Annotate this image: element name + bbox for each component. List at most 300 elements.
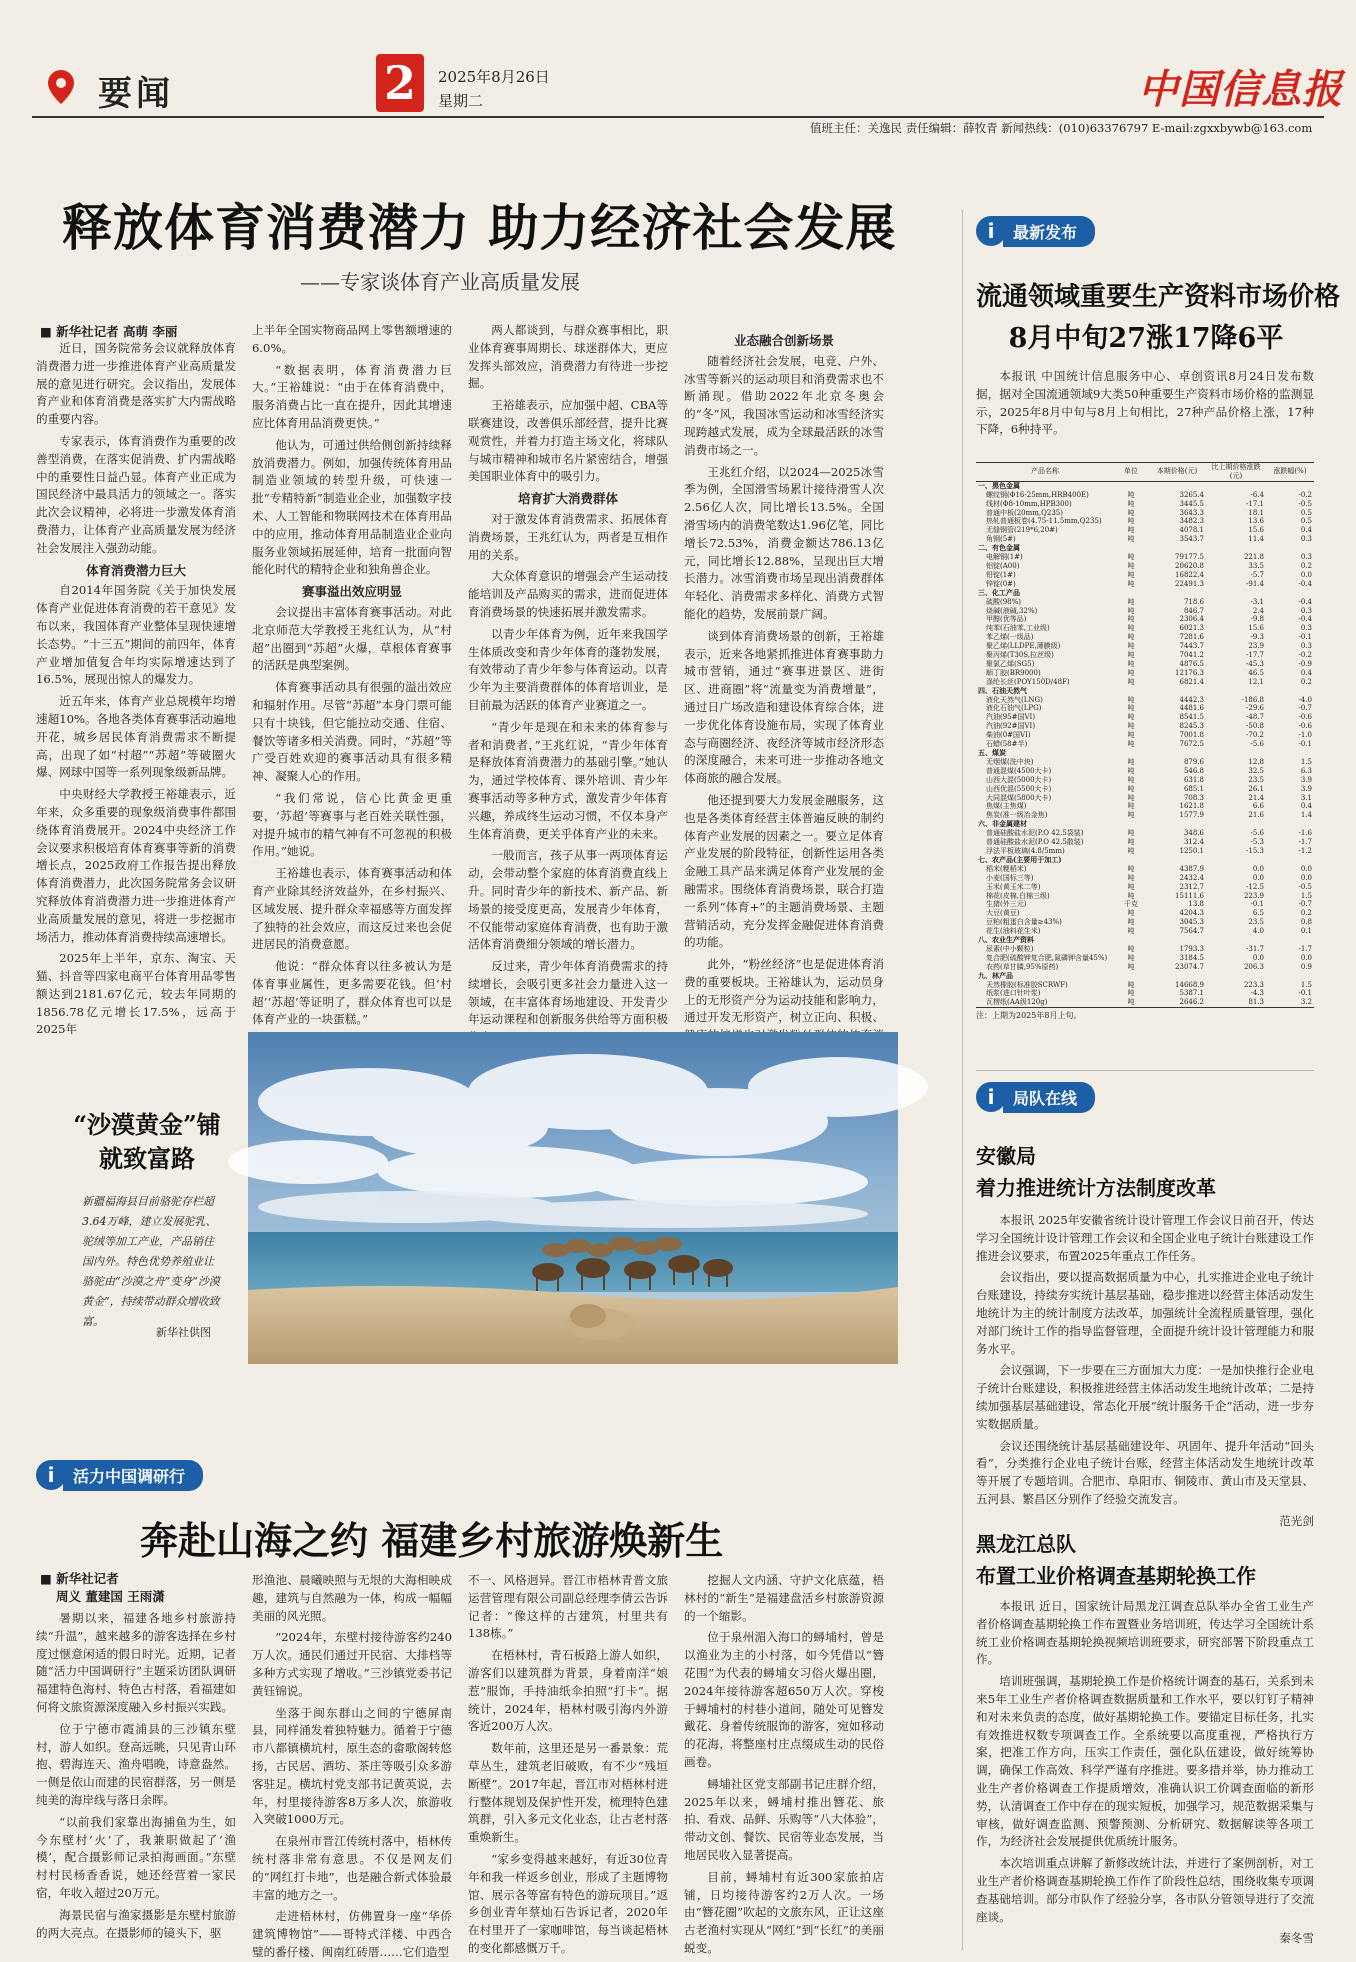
table-cell [1114, 972, 1148, 981]
table-cell: 吨 [1127, 499, 1135, 508]
table-row [976, 598, 1314, 607]
table-cell: 聚丙烯(T30S,拉丝级) [986, 651, 1054, 660]
table-cell: 3643.3 [1179, 508, 1204, 517]
table-cell: 甲醇(优等品) [986, 615, 1027, 624]
table-cell: -4.0 [1298, 695, 1312, 704]
table-cell: 4876.5 [1179, 659, 1204, 668]
table-cell: -6.4 [1250, 490, 1264, 499]
issue-weekday: 星期二 [438, 92, 484, 110]
section-tag-label: 活力中国调研行 [63, 1460, 203, 1491]
table-cell: 0.5 [1300, 508, 1312, 517]
table-cell [1266, 936, 1314, 945]
table-cell: -45.3 [1246, 659, 1264, 668]
table-cell: -0.5 [1298, 882, 1312, 891]
table-cell: 6821.4 [1179, 677, 1204, 686]
table-cell: 稻米(粳稻米) [986, 864, 1027, 873]
table-cell: 0.3 [1300, 553, 1312, 562]
table-cell: 线材(Φ8-10mm,HPB300) [986, 499, 1072, 508]
table-cell: 吨 [1127, 998, 1135, 1007]
table-cell: 吨 [1127, 864, 1135, 873]
page-number-badge [376, 54, 424, 112]
table-cell: 0.3 [1300, 624, 1312, 633]
table-cell: 铅锭(1#) [986, 570, 1016, 579]
table-row [976, 571, 1314, 580]
table-cell [1206, 972, 1266, 981]
table-category-row [976, 749, 1314, 758]
table-cell: 718.6 [1183, 597, 1204, 606]
table-cell [1148, 820, 1206, 829]
table-cell: 吨 [1127, 882, 1135, 891]
table-cell: 3.1 [1300, 793, 1312, 802]
table-cell: 879.6 [1183, 757, 1204, 766]
table-cell: 223.3 [1243, 980, 1264, 989]
paragraph: 中央财经大学教授王裕雄表示，近年来，众多重要的现象级消费事件都围绕体育消费展开。2024中央经济工作会议要求积极培育体育赛事等新的消费增长点，2025政府工作报告提出释放体育消费潜力，此次国务院常务会议研究释放体育消费潜力进一步推进体育产业高质量发展的意见，将进一步挖掘市场活力，推动体育消费持续高速增长。 [36, 787, 236, 944]
issue-date: 2025年8月26日 [438, 68, 550, 86]
table-cell: 0.0 [1300, 953, 1312, 962]
table-row [976, 838, 1314, 847]
price-table-body [976, 481, 1314, 1007]
table-cell: 3445.5 [1179, 499, 1204, 508]
release-lead: 本报讯 中国统计信息服务中心、卓创资讯8月24日发布数据，据对全国流通领域9大类50种重要生产资料市场价格的监测显示，2025年8月中旬与8月上旬相比，27种产品价格上涨，17种下降，6种持平。 [976, 369, 1314, 437]
section-tag-vitality-china [36, 1458, 203, 1492]
table-cell [1148, 749, 1206, 758]
table-row [976, 562, 1314, 571]
hlj-headline [976, 1528, 1256, 1592]
table-cell: 3045.3 [1179, 918, 1204, 927]
table-cell [1114, 820, 1148, 829]
table-cell: 吨 [1127, 579, 1135, 588]
subheading: 业态融合创新场景 [733, 333, 834, 348]
table-cell: 7564.7 [1179, 927, 1204, 936]
paragraph: 位于宁德市霞浦县的三沙镇东壁村，游人如织。登高远眺，只见青山环抱、碧海连天、渔舟唱晚，诗意盎然。一侧是依山而建的民宿群落，另一侧是纯美的海岸线与落日余晖。 [36, 1721, 236, 1807]
table-row [976, 758, 1314, 767]
table-cell: 0.0 [1300, 864, 1312, 873]
table-cell: 0.3 [1300, 606, 1312, 615]
paragraph: 2025年上半年，京东、淘宝、天猫、抖音等四家电商平台体育用品零售额达到2181.67亿元，较去年同期的1856.78亿元增长17.5%，远高于2025年 [36, 951, 236, 1037]
table-cell: 螺纹钢(Φ16-25mm,HRB400E) [986, 490, 1089, 499]
paragraph: “我们常说，信心比黄金更重要，‘苏超’等赛事与老百姓关联性强，对提升城市的精气神有不可忽视的积极作用。”她说。 [252, 790, 452, 859]
paragraph: 数年前，这里还是另一番景象：荒草丛生，建筑老旧破败，有不少“残垣断壁”。2017年起，晋江市对梧林村进行整体规划及保护性开发，梳理特色建筑群，引入多元文化业态，让古老村落重焕新生。 [468, 1741, 668, 1845]
table-cell [1148, 972, 1206, 981]
table-cell: 电解铜(1#) [986, 553, 1023, 562]
table-cell: 6.3 [1300, 766, 1312, 775]
table-cell: 5387.1 [1179, 989, 1204, 998]
section-label: 要闻 [98, 74, 174, 114]
masthead [0, 0, 1356, 135]
table-cell: 0.0 [1300, 570, 1312, 579]
table-row [976, 500, 1314, 509]
table-cell [1148, 544, 1206, 553]
table-cell: -15.3 [1246, 846, 1264, 855]
table-cell: 吨 [1127, 570, 1135, 579]
table-cell: -1.2 [1298, 846, 1312, 855]
table-cell [1148, 687, 1206, 696]
table-cell: 大同混煤(5800大卡) [986, 793, 1052, 802]
release-headline-line-1: 流通领域重要生产资料市场价格 [976, 282, 1341, 312]
paragraph: 形渔池、晨曦映照与无垠的大海相映成趣，建筑与自然融为一体，构成一幅幅美丽的风光照。 [252, 1573, 452, 1623]
table-cell: 846.7 [1183, 606, 1204, 615]
table-row [976, 580, 1314, 589]
table-cell: 8541.5 [1179, 713, 1204, 722]
table-cell: -70.2 [1246, 731, 1264, 740]
table-cell: 15.6 [1248, 526, 1264, 535]
paragraph: 会议提出丰富体育赛事活动。对此北京师范大学教授王兆红认为，从“村超”出圈到“苏超”火爆，草根体育赛事的活跃是典型案例。 [252, 604, 452, 673]
table-cell: 六、非金属建材 [978, 819, 1027, 829]
byline: ■ 新华社记者 高萌 李丽 [40, 324, 178, 339]
table-cell: -186.8 [1241, 695, 1264, 704]
table-cell: 12.8 [1248, 757, 1264, 766]
paragraph: 本次培训重点讲解了新修改统计法，并进行了案例剖析，对工业生产者价格调查基期轮换工作作了阶段性总结，围绕收集专项调查基础培训。部分市队作了经验分享，各市队分管领导进行了交流座谈。 [976, 1856, 1314, 1924]
table-cell: 吨 [1127, 811, 1135, 820]
table-cell: 吨 [1127, 953, 1135, 962]
table-row [976, 900, 1314, 909]
table-cell: -0.1 [1250, 900, 1264, 909]
table-row [976, 954, 1314, 963]
table-cell: 0.3 [1300, 642, 1312, 651]
section-tag-label: 最新发布 [1003, 216, 1095, 247]
table-row [976, 767, 1314, 776]
table-cell: -17.7 [1246, 651, 1264, 660]
table-row [976, 785, 1314, 794]
table-cell: 1.5 [1300, 757, 1312, 766]
table-row [976, 491, 1314, 500]
table-cell: 吨 [1127, 757, 1135, 766]
table-cell [1206, 481, 1266, 490]
table-cell: 豆粕(粗蛋白含量≥43%) [986, 918, 1062, 927]
table-cell: 吨 [1127, 615, 1135, 624]
table-cell: 12.1 [1248, 677, 1264, 686]
table-cell: -3.1 [1250, 597, 1264, 606]
table-cell: 546.8 [1183, 766, 1204, 775]
hlj-body [976, 1598, 1314, 1950]
table-cell: -50.8 [1246, 722, 1264, 731]
table-cell: 8245.3 [1179, 722, 1204, 731]
table-cell: 1.5 [1300, 980, 1312, 989]
table-cell: -9.8 [1250, 615, 1264, 624]
table-cell [1114, 856, 1148, 865]
main-article-col-2 [252, 322, 452, 1027]
table-cell: 棉花(皮棉,白棉三级) [986, 891, 1050, 900]
paragraph: 走进梧林村，仿佛置身一座“华侨建筑博物馆”——哥特式洋楼、中西合璧的番仔楼、闽南红砖厝……它们造型 [252, 1909, 452, 1959]
anhui-headline-line-1: 安徽局 [976, 1144, 1036, 1168]
table-cell: 1250.1 [1179, 846, 1204, 855]
table-row [976, 615, 1314, 624]
table-cell: -12.5 [1246, 882, 1264, 891]
subheading: 体育消费潜力巨大 [85, 562, 186, 578]
table-cell: -9.3 [1250, 633, 1264, 642]
paragraph: 一般而言，孩子从事一两项体育运动，会带动整个家庭的体育消费直线上升。同时青少年的新技术、新产品、新场景的接受度更高，发展青少年体育，不仅能带动家庭体育消费，也有助于激活体育消费细分领域的增长潜力。 [468, 848, 668, 952]
table-cell: -31.7 [1246, 944, 1264, 953]
main-headline: 释放体育消费潜力 助力经济社会发展 [62, 198, 897, 257]
table-cell: 7281.6 [1179, 633, 1204, 642]
table-cell: 0.2 [1300, 909, 1312, 918]
table-cell: -0.2 [1298, 651, 1312, 660]
paragraph: 大众体育意识的增强会产生运动技能培训及产品购买的需求，进而促进体育消费场景的快速拓展并激发需求。 [468, 569, 668, 619]
table-cell: 7001.8 [1179, 731, 1204, 740]
section-tag-bureau-online [976, 1080, 1095, 1114]
table-row [976, 740, 1314, 749]
table-cell: 柴油(0#国VI) [986, 731, 1031, 740]
table-cell: 玉米(黄玉米二等) [986, 882, 1041, 891]
table-cell [1148, 481, 1206, 490]
author: 秦冬雪 [1279, 1931, 1314, 1946]
table-cell: -0.5 [1298, 499, 1312, 508]
desert-camels-photo [248, 1032, 898, 1364]
byline-reporters: 周义 董建国 王雨潇 [56, 1589, 165, 1604]
paragraph: 体育赛事活动具有很强的溢出效应和辐射作用。尽管“苏超”本身门票可能只有十块钱，但它能拉动交通、住宿、餐饮等诸多相关消费。同时，“苏超”等广受百姓欢迎的赛事活动具有很多精神、凝聚人心的作用。 [252, 680, 452, 784]
paragraph: 目前，蟳埔村有近300家旅拍店铺，日均接待游客约2万人次。一场由“簪花圈”吹起的文旅东风，正让这座古老渔村实现从“网红”到“长红”的美丽蜕变。 [684, 1869, 884, 1955]
table-cell: 吨 [1127, 873, 1135, 882]
table-cell [1114, 544, 1148, 553]
table-cell: -5.3 [1250, 838, 1264, 847]
table-cell: 吨 [1127, 918, 1135, 927]
table-cell: 0.9 [1300, 962, 1312, 971]
table-row [976, 633, 1314, 642]
paragraph: 近五年来，体育产业总规模年均增速超10%。各地各类体育赛事活动遍地开花，城乡居民体育消费需求不断提高，出现了如“村超”“苏超”等破圈火爆、网球中国等一系列现象级新品牌。 [36, 694, 236, 780]
table-cell: 吨 [1127, 526, 1135, 535]
table-cell [1114, 481, 1148, 490]
table-cell [1148, 589, 1206, 598]
table-cell: 天然橡胶(标准胶SCRWF) [986, 980, 1068, 989]
table-cell: 吨 [1127, 838, 1135, 847]
table-cell: 吨 [1127, 793, 1135, 802]
table-cell: 农药(草甘膦,95%原药) [986, 962, 1059, 971]
table-cell: 221.8 [1243, 553, 1264, 562]
table-row [976, 874, 1314, 883]
table-cell: 0.4 [1300, 668, 1312, 677]
table-cell: 顺丁胶(BR9000) [986, 668, 1041, 677]
paragraph: 以青少年体育为例，近年来我国学生体质改变和青少年体育的蓬勃发展，有效带动了青少年参与体育运动。以青少年为主要消费群体的体育培训业，是目前最为活跃的体育产业赛道之一。 [468, 626, 668, 712]
table-cell: -0.4 [1298, 615, 1312, 624]
table-row [976, 624, 1314, 633]
paragraph: 蟳埔社区党支部副书记庄群介绍，2025年以来，蟳埔村推出簪花、旅拍、看戏、品鲜、乐购等“八大体验”，带动文创、餐饮、民宿等业态发展，当地居民收入显著提高。 [684, 1776, 884, 1862]
table-header-row [976, 463, 1314, 482]
table-cell: 32.5 [1248, 766, 1264, 775]
column-header: 产品名称 [1031, 467, 1059, 476]
hlj-headline-line-1: 黑龙江总队 [976, 1532, 1076, 1556]
table-cell: 吨 [1127, 766, 1135, 775]
paragraph: 他说：“群众体育以往多被认为是体育事业属性，更多需要花钱。但‘村超’‘苏超’等证明了，群众体育也可以是体育产业的一块蛋糕。” [252, 959, 452, 1027]
table-cell: 1621.8 [1179, 802, 1204, 811]
table-cell: 2312.7 [1179, 882, 1204, 891]
table-cell [1114, 589, 1148, 598]
table-cell: 苯乙烯(一级品) [986, 633, 1034, 642]
paragraph: 对于激发体育消费需求、拓展体育消费场景，王兆红认为，两者是互相作用的关系。 [468, 511, 668, 562]
column-header: 单位 [1124, 467, 1138, 476]
table-cell: 20620.8 [1175, 561, 1204, 570]
right-column-divider [962, 210, 963, 1950]
table-cell: -5.7 [1250, 570, 1264, 579]
table-cell: 吨 [1127, 624, 1135, 633]
table-cell: 1793.3 [1179, 944, 1204, 953]
table-cell: 聚乙烯(LLDPE,薄膜级) [986, 642, 1061, 651]
table-cell: 4387.9 [1179, 864, 1204, 873]
table-category-row [976, 687, 1314, 696]
table-note: 注：上期为2025年8月上旬。 [976, 1011, 1082, 1021]
paragraph: 暑期以来，福建各地乡村旅游持续“升温”，越来越多的游客选择在乡村度过惬意闲适的假日时光。近期，记者随“活力中国调研行”主题采访团队调研福建特色海村、特色古村落，看福建如何将文旅资源深度融入乡村振兴实践。 [36, 1611, 236, 1714]
table-cell: 223.9 [1243, 891, 1264, 900]
table-cell: 花生(油料花生米) [986, 927, 1041, 936]
table-cell: 一、黑色金属 [978, 480, 1020, 490]
table-cell: 吨 [1127, 633, 1135, 642]
table-cell: 九、林产品 [978, 970, 1013, 980]
table-cell: 22491.3 [1175, 579, 1204, 588]
table-cell: 吨 [1127, 535, 1135, 544]
table-cell [1266, 544, 1314, 553]
table-row [976, 945, 1314, 954]
table-cell: -0.6 [1298, 722, 1312, 731]
table-cell: 4204.3 [1179, 909, 1204, 918]
table-cell: 普通硅酸盐水泥(P.O 42.5袋装) [986, 829, 1084, 838]
table-cell: 6.5 [1252, 909, 1264, 918]
table-cell: -5.6 [1250, 829, 1264, 838]
table-cell: 山西大混(5000大卡) [986, 775, 1052, 784]
paragraph: 位于泉州湄入海口的蟳埔村，曾是以渔业为主的小村落，如今凭借以“簪花围”为代表的蟳埔女习俗火爆出圈，2024年接待游客超650万人次。穿梭于蟳埔村的村巷小道间，随处可见簪发戴花、身着传统服饰的游客，宛如移动的花海，将整座村庄点缀成生动的民俗画卷。 [684, 1630, 884, 1769]
photo-block [36, 1032, 906, 1364]
paragraph: 王裕雄表示，应加强中超、CBA等联赛建设，改善俱乐部经营，提升比赛观赏性，并着力打造主场文化，将球队与城市精神和城市名片紧密结合，增强美国职业体育中的吸引力。 [468, 398, 668, 484]
table-cell: 708.3 [1183, 793, 1204, 802]
info-logo-icon: i [976, 216, 1006, 246]
table-row [976, 918, 1314, 927]
table-row [976, 651, 1314, 660]
table-row [976, 660, 1314, 669]
table-cell: 吨 [1127, 490, 1135, 499]
table-row [976, 722, 1314, 731]
table-cell [1206, 589, 1266, 598]
table-row [976, 607, 1314, 616]
table-cell: 三、化工产品 [978, 587, 1020, 597]
subheading: 赛事溢出效应明显 [301, 584, 402, 600]
table-cell: 涤纶长丝(POY150D/48F) [986, 677, 1070, 686]
table-category-row [976, 481, 1314, 490]
paragraph: “数据表明，体育消费潜力巨大。”王裕雄说：“由于在体育消费中，服务消费占比一直在提升，因此其增速应比体育用品消费更快。” [252, 362, 452, 430]
paragraph: 在泉州市晋江传统村落中，梧林传统村落非常有意思。不仅是网友们的“网红打卡地”，也是融合新式体验最丰富的地方之一。 [252, 1834, 452, 1902]
paragraph: 坐落于闽东群山之间的宁德屏南县，同样涌发着独特魅力。循着于宁德市八都镇横坑村，原生态的畲歌阁转悠扬，古民居、酒坊、茶庄等吸引众多游客驻足。横坑村党支部书记黄英说，去年，村里接待游客8万多人次，旅游收入突破1000万元。 [252, 1705, 452, 1827]
header-rule [32, 116, 1324, 118]
table-row [976, 526, 1314, 535]
release-headline [976, 276, 1341, 360]
table-cell: 吨 [1127, 517, 1135, 526]
table-cell: 四、石油天然气 [978, 685, 1027, 695]
table-cell: 7443.7 [1179, 642, 1204, 651]
table-cell: 21.6 [1248, 811, 1264, 820]
table-cell: 0.0 [1252, 953, 1264, 962]
paragraph: 反过来，青少年体育消费需求的持续增长，会吸引更多社会力量进入这一领域，在丰富体育场地建设、开发青少年运动课程和创新服务供给等方面积极 [468, 959, 668, 1027]
table-cell: 0.4 [1300, 802, 1312, 811]
table-cell: 33.5 [1248, 561, 1264, 570]
table-cell [1266, 687, 1314, 696]
table-cell: -1.6 [1298, 829, 1312, 838]
table-row [976, 883, 1314, 892]
column-header: 比上期价格涨跌(元) [1211, 463, 1261, 480]
price-table [976, 462, 1314, 1008]
main-article-col-3 [468, 322, 668, 1027]
table-cell: 吨 [1127, 846, 1135, 855]
table-cell [1114, 936, 1148, 945]
table-category-row [976, 589, 1314, 598]
table-cell: 吨 [1127, 891, 1135, 900]
table-cell: -0.1 [1298, 740, 1312, 749]
table-cell: 4481.6 [1179, 704, 1204, 713]
editor-credits: 值班主任：关逸民 责任编辑：薛牧青 新闻热线：(010)63376797 E-mail:zgxxbywb@163.com [810, 121, 1313, 135]
table-cell: -1.7 [1298, 944, 1312, 953]
table-cell: 21.4 [1248, 793, 1264, 802]
table-category-row [976, 856, 1314, 865]
main-article-col-1 [36, 340, 236, 1037]
table-row [976, 731, 1314, 740]
table-cell: 吨 [1127, 909, 1135, 918]
table-cell: 0.1 [1300, 927, 1312, 936]
table-cell: 7041.2 [1179, 651, 1204, 660]
table-row [976, 713, 1314, 722]
table-cell [1206, 687, 1266, 696]
table-cell: 46.5 [1248, 668, 1264, 677]
table-cell: 23.9 [1248, 642, 1264, 651]
table-cell: -29.6 [1246, 704, 1264, 713]
table-cell: 吨 [1127, 704, 1135, 713]
table-cell: 11.4 [1248, 535, 1264, 544]
table-row [976, 802, 1314, 811]
right-block-divider [976, 1070, 1314, 1071]
table-cell: 七、农产品(主要用于加工) [978, 854, 1062, 864]
paragraph: 随着经济社会发展，电竞、户外、冰雪等新兴的运动项目和消费需求也不断涌现。借助2022年北京冬奥会的“冬”风，我国冰雪运动和冰雪经济实现跨越式发展，成为全球最活跃的冰雪消费市场之一。 [684, 353, 884, 457]
table-cell: 1.4 [1300, 811, 1312, 820]
table-cell: 吨 [1127, 695, 1135, 704]
location-pin-icon [48, 70, 74, 104]
table-cell [1266, 589, 1314, 598]
table-cell [1266, 481, 1314, 490]
table-cell [1266, 749, 1314, 758]
paragraph: 谈到体育消费场景的创新，王裕雄表示，近来各地紧抓推进体育赛事助力城市营销，通过“赛事进景区、进街区、进商圈”将“流量变为消费增量”，通过日广场改造和建设体育综合体，进一步优化体育设施布局，实现了体育业态与商圈经济、夜经济等城市经济形态的深度融合，未来可进一步推动各地文体商旅的融合发展。 [684, 628, 884, 786]
table-cell: -0.2 [1298, 490, 1312, 499]
table-cell: 纯苯(石油苯,工业级) [986, 624, 1050, 633]
table-cell: -5.6 [1250, 740, 1264, 749]
table-cell: 15.6 [1248, 624, 1264, 633]
section-tag-latest-release [976, 214, 1095, 248]
paragraph: 自2014年国务院《关于加快发展体育产业促进体育消费的若干意见》发布以来，我国体育产业整体呈现快速增长态势。“十三五”期间的前四年，体育产业增加值复合年均实际增速达到了16.5%，展现出惊人的爆发力。 [36, 583, 236, 687]
table-cell [1206, 749, 1266, 758]
column-header: 涨跌幅(%) [1273, 467, 1307, 476]
table-cell: 3.9 [1300, 775, 1312, 784]
table-cell: 0.8 [1300, 918, 1312, 927]
table-cell: 热轧普通板卷(4.75-11.5mm,Q235) [986, 517, 1102, 526]
table-cell: 硫酸(98%) [986, 597, 1022, 606]
table-row [976, 829, 1314, 838]
table-cell: 聚氯乙烯(SG5) [986, 659, 1035, 668]
paragraph: “2024年，东壁村接待游客约240万人次。通民们通过开民宿、大排档等多种方式实现了增收。”三沙镇党委书记黄钰锦说。 [252, 1630, 452, 1698]
table-row [976, 909, 1314, 918]
table-cell: 山西优混(5500大卡) [986, 784, 1052, 793]
table-cell: 千克 [1124, 900, 1138, 909]
table-cell: 15111.6 [1175, 891, 1204, 900]
anhui-headline-line-2: 着力推进统计方法制度改革 [976, 1176, 1216, 1200]
section-tag-label: 局队在线 [1003, 1082, 1095, 1113]
fujian-byline [40, 1570, 165, 1606]
paragraph: 王裕雄也表示，体育赛事活动和体育产业除其经济效益外，在乡村振兴、区域发展、提升群众幸福感等方面发挥了独特的社会效应，而这反过来也会促进居民的消费意愿。 [252, 866, 452, 952]
table-cell: 0.2 [1300, 561, 1312, 570]
table-cell: 16822.4 [1175, 570, 1204, 579]
table-cell: 吨 [1127, 927, 1135, 936]
table-cell: 0.0 [1252, 864, 1264, 873]
table-category-row [976, 936, 1314, 945]
paragraph: 会议还围绕统计基层基础建设年、巩固年、提升年活动“回头看”，分类推行企业电子统计台账，经营主体活动发生地统计改革等开展了专题培训。合肥市、阜阳市、铜陵市、黄山市及天堂县、五河县、繁昌区分别作了经验交流发言。 [976, 1438, 1314, 1506]
table-cell: 吨 [1127, 677, 1135, 686]
table-cell: 无烟煤(洗中块) [986, 757, 1034, 766]
table-cell: 14668.9 [1175, 980, 1204, 989]
table-cell: 2432.4 [1179, 873, 1204, 882]
paragraph: 会议强调，下一步要在三方面加大力度：一是加快推行企业电子统计台账建设，积极推进经营主体活动发生地统计改革；二是持续加强基层基础建设，常态化开展“统计服务千企”活动，进一步夯实数据质量。 [976, 1363, 1314, 1431]
table-cell: 13.8 [1188, 900, 1204, 909]
